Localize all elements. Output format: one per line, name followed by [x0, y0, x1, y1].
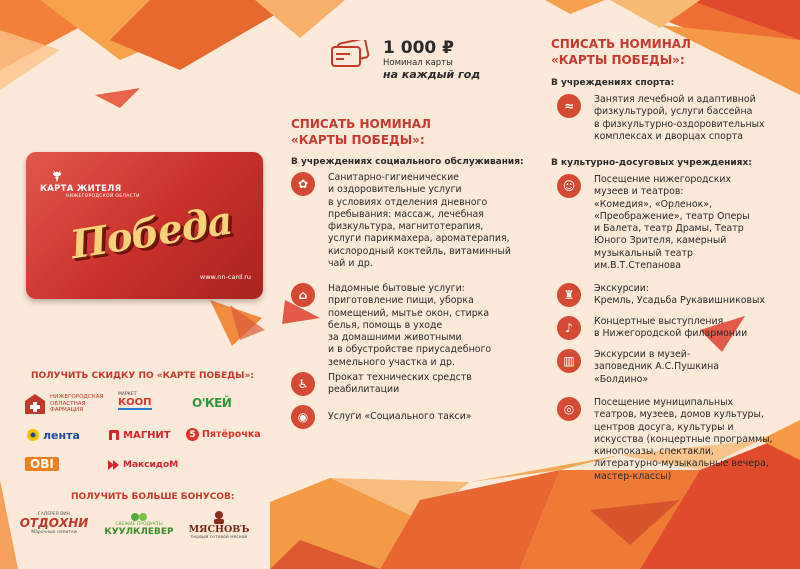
- logo-kuulklever: СВЕЖИЕ ПРОДУКТЫ КУУЛКЛЕВЕР: [104, 512, 174, 537]
- lenta-flower-icon: [26, 428, 40, 442]
- logo-obi: OBI: [25, 457, 59, 471]
- pharmacy-icon: [24, 393, 46, 415]
- list-item: ⌂ Надомные бытовые услуги: приготовление пищи, уборка помещений, мытье окон, стирка белья, помощь в уходе за домашними животными и в обустройстве приусадебного земельного участка и др.: [291, 283, 491, 369]
- museum-icon: ▥: [557, 349, 581, 373]
- butcher-icon: [211, 510, 227, 524]
- card-site: www.nn-card.ru: [199, 273, 251, 281]
- logo-koop: МАРКЕТ КООП: [118, 392, 152, 408]
- pyaterochka-icon: 5: [186, 428, 199, 441]
- wheelchair-icon: ♿: [291, 372, 315, 396]
- nominal-amount: 1 000 ₽: [383, 38, 454, 58]
- pool-icon: ≈: [557, 94, 581, 118]
- logo-maksidom: МаксидоМ: [108, 460, 178, 470]
- sport-subtitle: В учреждениях спорта:: [551, 78, 675, 88]
- health-icon: ✿: [291, 172, 315, 196]
- magnit-icon: [108, 429, 120, 441]
- logo-pyaterochka: 5 Пятёрочка: [186, 428, 261, 441]
- list-item: ♿ Прокат технических средств реабилитации: [291, 372, 472, 397]
- right-column-title: СПИСАТЬ НОМИНАЛ «КАРТЫ ПОБЕДЫ»:: [551, 37, 692, 67]
- violin-icon: ♪: [557, 316, 581, 340]
- list-item: ◉ Услуги «Социального такси»: [291, 405, 472, 429]
- culture-subtitle: В культурно-досуговых учреждениях:: [551, 158, 752, 168]
- list-item: ▥ Экскурсии в музей- заповедник А.С.Пушкина «Болдино»: [557, 349, 719, 386]
- left-column-title: СПИСАТЬ НОМИНАЛ «КАРТЫ ПОБЕДЫ»:: [291, 117, 432, 147]
- victory-card-image: [26, 152, 263, 299]
- logo-lenta: лента: [26, 428, 80, 442]
- film-icon: ◎: [557, 397, 581, 421]
- card-brand: КАРТА ЖИТЕЛЯ: [40, 184, 122, 194]
- list-item: ≈ Занятия лечебной и адаптивной физкультурой, услуги бассейна в физкультурно-оздоровительных комплексах и дворцах спорта: [557, 94, 765, 143]
- bonuses-title: ПОЛУЧИТЬ БОЛЬШЕ БОНУСОВ:: [71, 492, 235, 502]
- social-subtitle: В учреждениях социального обслуживания:: [291, 157, 524, 167]
- logo-myasnov: МЯСНОВЪ первый сетевой мясной: [187, 510, 251, 540]
- logo-magnit: МАГНИТ: [108, 429, 171, 441]
- list-item: ✿ Санитарно-гигиенические и оздоровительные услуги в условиях отделения дневного пребывания: массаж, лечебная физкультура, магнитотерапия, услуги парикмахера, ароматерапия, кислородный коктейль, витаминный чай и др.: [291, 172, 511, 270]
- nominal-period: на каждый год: [383, 68, 481, 81]
- logo-otdokhni: ГАЛЕРЕЯ ВИН ОТДОХНИ Ма́рочные напитки: [19, 512, 89, 535]
- list-item: ♜ Экскурсии: Кремль, Усадьба Рукавишниковых: [557, 283, 765, 308]
- maksidom-icon: [108, 460, 120, 470]
- taxi-icon: ◉: [291, 405, 315, 429]
- discount-title: ПОЛУЧИТЬ СКИДКУ ПО «КАРТЕ ПОБЕДЫ»:: [31, 371, 254, 381]
- logo-pharmacy: НИЖЕГОРОДСКАЯ ОБЛАСТНАЯ ФАРМАЦИЯ: [24, 393, 104, 415]
- household-icon: ⌂: [291, 283, 315, 307]
- clover-icon: [128, 512, 150, 522]
- theatre-icon: ☺: [557, 174, 581, 198]
- list-item: ☺ Посещение нижегородских музеев и театров: «Комедия», «Орленок», «Преображение», театр Оперы и Балета, театр Драмы, Театр Юного Зрителя, камерный музыкальный театр им.В.Т.Степанова: [557, 174, 750, 272]
- nominal-subtitle: Номинал карты: [383, 58, 453, 68]
- card-stack-icon: [330, 40, 370, 68]
- logo-okey: О'КЕЙ: [192, 396, 232, 410]
- kremlin-icon: ♜: [557, 283, 581, 307]
- card-word: Победа: [67, 197, 235, 269]
- list-item: ◎ Посещение муниципальных театров, музеев, домов культуры, центров досуга, культуры и искусства (концертные программы, кинопоказы, спектакли, литературно-музыкальные вечера, мастер-классы): [557, 397, 772, 483]
- card-region: НИЖЕГОРОДСКОЙ ОБЛАСТИ: [66, 194, 140, 199]
- list-item: ♪ Концертные выступления в Нижегородской филармонии: [557, 316, 747, 341]
